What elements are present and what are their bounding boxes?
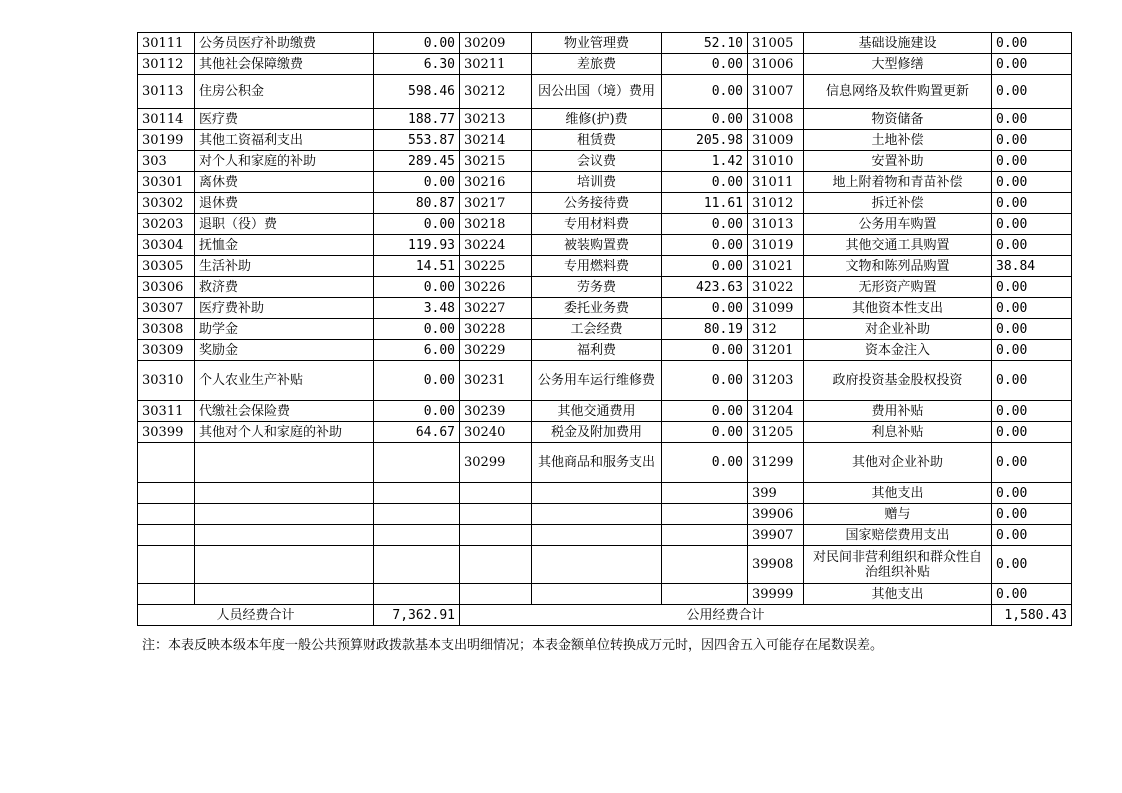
col1-name: 住房公积金 — [195, 75, 374, 109]
col1-name — [195, 504, 374, 525]
col2-name: 专用燃料费 — [532, 256, 662, 277]
col1-name — [195, 443, 374, 483]
col1-name — [195, 546, 374, 584]
table-row — [138, 109, 1072, 130]
col2-code — [460, 546, 532, 584]
col2-amount — [662, 504, 748, 525]
col1-code: 30113 — [138, 75, 195, 109]
col3-code: 39908 — [748, 546, 804, 584]
col1-amount: 0.00 — [374, 33, 460, 54]
col3-amount: 0.00 — [992, 422, 1072, 443]
col3-name: 赠与 — [804, 504, 992, 525]
col2-amount: 0.00 — [662, 75, 748, 109]
col2-amount: 0.00 — [662, 54, 748, 75]
col3-name: 其他支出 — [804, 584, 992, 605]
col3-name: 对民间非营利组织和群众性自治组织补贴 — [804, 546, 992, 584]
col1-code: 30301 — [138, 172, 195, 193]
col1-code: 30111 — [138, 33, 195, 54]
col2-code — [460, 504, 532, 525]
col1-amount — [374, 525, 460, 546]
col2-code: 30218 — [460, 214, 532, 235]
col1-code — [138, 504, 195, 525]
col1-code: 30308 — [138, 319, 195, 340]
col3-code: 31204 — [748, 401, 804, 422]
col3-code: 31021 — [748, 256, 804, 277]
table-row — [138, 277, 1072, 298]
col3-name: 费用补贴 — [804, 401, 992, 422]
col2-name: 税金及附加费用 — [532, 422, 662, 443]
col3-name: 国家赔偿费用支出 — [804, 525, 992, 546]
col3-code: 399 — [748, 483, 804, 504]
col3-name: 物资储备 — [804, 109, 992, 130]
col3-amount: 0.00 — [992, 401, 1072, 422]
col1-code: 30112 — [138, 54, 195, 75]
table-row — [138, 214, 1072, 235]
col1-amount: 64.67 — [374, 422, 460, 443]
table-row — [138, 193, 1072, 214]
col3-code: 39999 — [748, 584, 804, 605]
col3-name: 基础设施建设 — [804, 33, 992, 54]
table-row — [138, 54, 1072, 75]
col3-amount: 0.00 — [992, 525, 1072, 546]
col2-name: 因公出国（境）费用 — [532, 75, 662, 109]
col2-amount — [662, 525, 748, 546]
col2-code — [460, 483, 532, 504]
col1-name: 退休费 — [195, 193, 374, 214]
expenditure-detail-table — [137, 32, 1072, 626]
col3-code: 31013 — [748, 214, 804, 235]
col3-name: 资本金注入 — [804, 340, 992, 361]
col3-name: 对企业补助 — [804, 319, 992, 340]
col3-name: 拆迁补偿 — [804, 193, 992, 214]
col2-amount: 0.00 — [662, 443, 748, 483]
table-row — [138, 298, 1072, 319]
col3-amount: 0.00 — [992, 319, 1072, 340]
col1-name: 奖励金 — [195, 340, 374, 361]
col2-name: 专用材料费 — [532, 214, 662, 235]
col1-amount — [374, 504, 460, 525]
col2-code: 30239 — [460, 401, 532, 422]
col3-code: 31022 — [748, 277, 804, 298]
col1-code: 30203 — [138, 214, 195, 235]
col2-name: 公务用车运行维修费 — [532, 361, 662, 401]
table-body — [138, 33, 1072, 605]
col2-code: 30215 — [460, 151, 532, 172]
col3-code: 39906 — [748, 504, 804, 525]
col3-amount: 0.00 — [992, 214, 1072, 235]
col3-amount: 0.00 — [992, 54, 1072, 75]
table-row — [138, 319, 1072, 340]
col2-code: 30211 — [460, 54, 532, 75]
col1-name: 其他社会保障缴费 — [195, 54, 374, 75]
col2-name: 维修(护)费 — [532, 109, 662, 130]
col1-code — [138, 525, 195, 546]
col2-amount: 0.00 — [662, 172, 748, 193]
col3-name: 无形资产购置 — [804, 277, 992, 298]
col1-code: 30311 — [138, 401, 195, 422]
col2-name: 租赁费 — [532, 130, 662, 151]
public-total-label: 公用经费合计 — [460, 605, 992, 626]
col2-name: 差旅费 — [532, 54, 662, 75]
col3-code: 31010 — [748, 151, 804, 172]
col3-amount: 0.00 — [992, 277, 1072, 298]
col1-name: 抚恤金 — [195, 235, 374, 256]
col1-code: 30304 — [138, 235, 195, 256]
col3-name: 土地补偿 — [804, 130, 992, 151]
col2-code — [460, 525, 532, 546]
col1-code: 303 — [138, 151, 195, 172]
col3-code: 31007 — [748, 75, 804, 109]
col3-name: 其他交通工具购置 — [804, 235, 992, 256]
col2-amount: 0.00 — [662, 401, 748, 422]
col3-name: 文物和陈列品购置 — [804, 256, 992, 277]
col1-amount: 0.00 — [374, 401, 460, 422]
col3-code: 39907 — [748, 525, 804, 546]
col2-name — [532, 525, 662, 546]
col1-amount: 0.00 — [374, 172, 460, 193]
col1-amount: 0.00 — [374, 214, 460, 235]
col1-name — [195, 483, 374, 504]
col1-amount — [374, 546, 460, 584]
col3-code: 312 — [748, 319, 804, 340]
col1-name — [195, 525, 374, 546]
col3-name: 公务用车购置 — [804, 214, 992, 235]
col3-amount: 0.00 — [992, 75, 1072, 109]
public-total-value: 1,580.43 — [992, 605, 1072, 626]
col2-code: 30213 — [460, 109, 532, 130]
col2-amount: 423.63 — [662, 277, 748, 298]
table-row — [138, 256, 1072, 277]
footnote: 注：本表反映本级本年度一般公共预算财政拨款基本支出明细情况；本表金额单位转换成万元时，因四舍五入可能存在尾数误差。 — [142, 638, 884, 653]
col3-code: 31019 — [748, 235, 804, 256]
col1-name: 医疗费补助 — [195, 298, 374, 319]
col1-name: 救济费 — [195, 277, 374, 298]
col2-code: 30214 — [460, 130, 532, 151]
col2-name: 委托业务费 — [532, 298, 662, 319]
table-row — [138, 130, 1072, 151]
col1-name: 生活补助 — [195, 256, 374, 277]
col1-name: 医疗费 — [195, 109, 374, 130]
col3-name: 大型修缮 — [804, 54, 992, 75]
col2-name: 培训费 — [532, 172, 662, 193]
col3-name: 地上附着物和青苗补偿 — [804, 172, 992, 193]
col2-amount: 11.61 — [662, 193, 748, 214]
col1-amount: 188.77 — [374, 109, 460, 130]
col2-code: 30209 — [460, 33, 532, 54]
col3-amount: 0.00 — [992, 361, 1072, 401]
personnel-total-value: 7,362.91 — [374, 605, 460, 626]
col3-amount: 0.00 — [992, 172, 1072, 193]
table-row — [138, 504, 1072, 525]
col3-amount: 0.00 — [992, 33, 1072, 54]
col2-name — [532, 483, 662, 504]
col1-amount: 3.48 — [374, 298, 460, 319]
col3-name: 其他支出 — [804, 483, 992, 504]
col3-amount: 0.00 — [992, 443, 1072, 483]
col1-name: 对个人和家庭的补助 — [195, 151, 374, 172]
col2-name — [532, 546, 662, 584]
col2-name — [532, 504, 662, 525]
table-row — [138, 401, 1072, 422]
col3-code: 31011 — [748, 172, 804, 193]
col2-code: 30212 — [460, 75, 532, 109]
col2-amount — [662, 584, 748, 605]
col2-code: 30299 — [460, 443, 532, 483]
col1-code: 30306 — [138, 277, 195, 298]
totals-row — [138, 605, 1072, 626]
col2-code: 30227 — [460, 298, 532, 319]
table-row — [138, 483, 1072, 504]
col1-name: 助学金 — [195, 319, 374, 340]
col2-name: 物业管理费 — [532, 33, 662, 54]
col3-amount: 0.00 — [992, 584, 1072, 605]
col2-name — [532, 584, 662, 605]
col2-code: 30231 — [460, 361, 532, 401]
col2-amount — [662, 483, 748, 504]
col1-name: 其他工资福利支出 — [195, 130, 374, 151]
col3-name: 利息补贴 — [804, 422, 992, 443]
col3-name: 其他对企业补助 — [804, 443, 992, 483]
table-row — [138, 151, 1072, 172]
col3-amount: 0.00 — [992, 504, 1072, 525]
col2-name: 劳务费 — [532, 277, 662, 298]
col3-amount: 0.00 — [992, 130, 1072, 151]
col2-code: 30225 — [460, 256, 532, 277]
col2-code: 30228 — [460, 319, 532, 340]
col2-amount — [662, 546, 748, 584]
col3-amount: 0.00 — [992, 483, 1072, 504]
col1-code: 30199 — [138, 130, 195, 151]
table-row — [138, 525, 1072, 546]
col2-name: 其他交通费用 — [532, 401, 662, 422]
col3-amount: 38.84 — [992, 256, 1072, 277]
col2-name: 其他商品和服务支出 — [532, 443, 662, 483]
col1-amount: 289.45 — [374, 151, 460, 172]
col3-code: 31201 — [748, 340, 804, 361]
col3-code: 31009 — [748, 130, 804, 151]
col1-code — [138, 584, 195, 605]
col2-name: 会议费 — [532, 151, 662, 172]
col3-amount: 0.00 — [992, 109, 1072, 130]
col1-amount — [374, 443, 460, 483]
col2-code: 30217 — [460, 193, 532, 214]
table-row — [138, 443, 1072, 483]
col1-code — [138, 443, 195, 483]
table-row — [138, 422, 1072, 443]
col3-amount: 0.00 — [992, 298, 1072, 319]
table-row — [138, 172, 1072, 193]
col3-code: 31012 — [748, 193, 804, 214]
col1-name: 退职（役）费 — [195, 214, 374, 235]
col2-name: 被装购置费 — [532, 235, 662, 256]
col1-code: 30310 — [138, 361, 195, 401]
col2-amount: 0.00 — [662, 298, 748, 319]
col2-amount: 52.10 — [662, 33, 748, 54]
col1-amount: 6.30 — [374, 54, 460, 75]
col2-code: 30226 — [460, 277, 532, 298]
col2-code — [460, 584, 532, 605]
table-row — [138, 33, 1072, 54]
col2-amount: 0.00 — [662, 235, 748, 256]
col1-amount: 553.87 — [374, 130, 460, 151]
col2-amount: 80.19 — [662, 319, 748, 340]
table-row — [138, 340, 1072, 361]
col1-code — [138, 483, 195, 504]
col2-name: 福利费 — [532, 340, 662, 361]
col1-code — [138, 546, 195, 584]
col2-code: 30216 — [460, 172, 532, 193]
col1-amount: 80.87 — [374, 193, 460, 214]
col2-amount: 0.00 — [662, 422, 748, 443]
col3-code: 31203 — [748, 361, 804, 401]
col3-amount: 0.00 — [992, 151, 1072, 172]
col3-name: 其他资本性支出 — [804, 298, 992, 319]
col2-amount: 0.00 — [662, 214, 748, 235]
col1-name: 离休费 — [195, 172, 374, 193]
col1-name — [195, 584, 374, 605]
personnel-total-label: 人员经费合计 — [138, 605, 374, 626]
col1-name: 代缴社会保险费 — [195, 401, 374, 422]
col3-name: 政府投资基金股权投资 — [804, 361, 992, 401]
col2-amount: 0.00 — [662, 361, 748, 401]
col2-amount: 0.00 — [662, 256, 748, 277]
col3-amount: 0.00 — [992, 193, 1072, 214]
table-row — [138, 235, 1072, 256]
col1-amount: 0.00 — [374, 319, 460, 340]
col2-code: 30240 — [460, 422, 532, 443]
col3-code: 31005 — [748, 33, 804, 54]
col1-code: 30307 — [138, 298, 195, 319]
col1-amount — [374, 483, 460, 504]
col1-amount: 6.00 — [374, 340, 460, 361]
col3-name: 信息网络及软件购置更新 — [804, 75, 992, 109]
col3-name: 安置补助 — [804, 151, 992, 172]
col1-name: 公务员医疗补助缴费 — [195, 33, 374, 54]
table-row — [138, 546, 1072, 584]
col1-code: 30305 — [138, 256, 195, 277]
col1-code: 30302 — [138, 193, 195, 214]
col2-code: 30229 — [460, 340, 532, 361]
col1-code: 30309 — [138, 340, 195, 361]
table-row — [138, 584, 1072, 605]
col1-name: 其他对个人和家庭的补助 — [195, 422, 374, 443]
col3-code: 31006 — [748, 54, 804, 75]
col2-name: 工会经费 — [532, 319, 662, 340]
col3-code: 31205 — [748, 422, 804, 443]
col2-amount: 0.00 — [662, 340, 748, 361]
table-row — [138, 75, 1072, 109]
col2-amount: 205.98 — [662, 130, 748, 151]
col1-amount: 598.46 — [374, 75, 460, 109]
col1-amount: 119.93 — [374, 235, 460, 256]
col3-amount: 0.00 — [992, 340, 1072, 361]
col1-code: 30399 — [138, 422, 195, 443]
col3-amount: 0.00 — [992, 546, 1072, 584]
col1-code: 30114 — [138, 109, 195, 130]
col1-amount: 0.00 — [374, 361, 460, 401]
col1-amount: 0.00 — [374, 277, 460, 298]
table-row — [138, 361, 1072, 401]
col2-name: 公务接待费 — [532, 193, 662, 214]
col3-amount: 0.00 — [992, 235, 1072, 256]
col3-code: 31099 — [748, 298, 804, 319]
col3-code: 31299 — [748, 443, 804, 483]
col1-name: 个人农业生产补贴 — [195, 361, 374, 401]
col1-amount: 14.51 — [374, 256, 460, 277]
col2-code: 30224 — [460, 235, 532, 256]
col1-amount — [374, 584, 460, 605]
col3-code: 31008 — [748, 109, 804, 130]
col2-amount: 0.00 — [662, 109, 748, 130]
col2-amount: 1.42 — [662, 151, 748, 172]
